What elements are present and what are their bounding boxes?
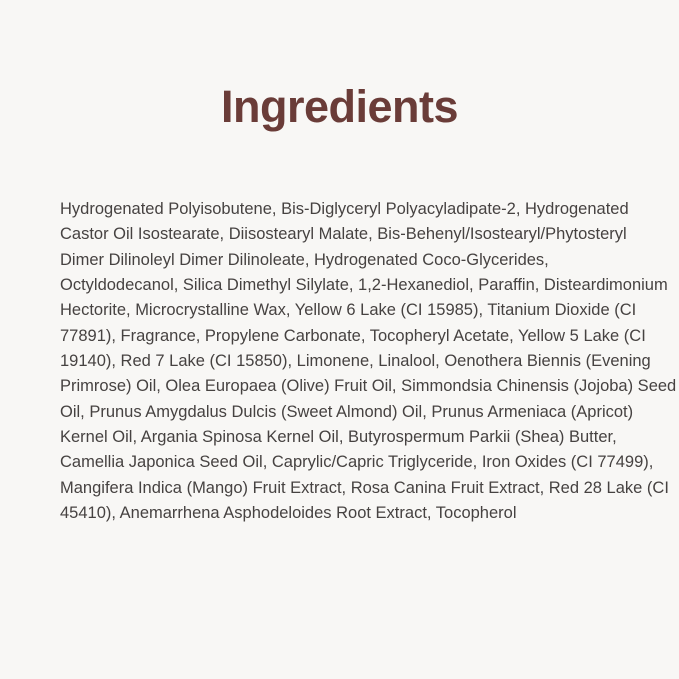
- ingredients-text: [60, 197, 677, 526]
- ingredients-text-line: 45410), Anemarrhena Asphodeloides Root Extract, Tocopherol: [60, 504, 517, 523]
- ingredients-text-line: Octyldodecanol, Silica Dimethyl Silylate, 1,2-Hexanediol, Paraffin, Disteardimonium: [60, 276, 668, 295]
- ingredients-text-line: Dimer Dilinoleyl Dimer Dilinoleate, Hydrogenated Coco-Glycerides,: [60, 250, 549, 269]
- ingredients-text-line: Camellia Japonica Seed Oil, Caprylic/Capric Triglyceride, Iron Oxides (CI 77499),: [60, 453, 654, 472]
- ingredients-text-line: Kernel Oil, Argania Spinosa Kernel Oil, Butyrospermum Parkii (Shea) Butter,: [60, 428, 617, 447]
- ingredients-text-line: 77891), Fragrance, Propylene Carbonate, Tocopheryl Acetate, Yellow 5 Lake (CI: [60, 326, 646, 345]
- ingredients-text-line: Castor Oil Isostearate, Diisostearyl Malate, Bis-Behenyl/Isostearyl/Phytosteryl: [60, 225, 627, 244]
- ingredients-text-line: Hectorite, Microcrystalline Wax, Yellow 6 Lake (CI 15985), Titanium Dioxide (CI: [60, 301, 637, 320]
- ingredients-title: Ingredients: [220, 81, 459, 132]
- ingredients-text-line: 19140), Red 7 Lake (CI 15850), Limonene, Linalool, Oenothera Biennis (Evening: [60, 352, 651, 371]
- ingredients-text-line: Primrose) Oil, Olea Europaea (Olive) Fruit Oil, Simmondsia Chinensis (Jojoba) Seed: [60, 377, 677, 396]
- ingredients-text-line: Hydrogenated Polyisobutene, Bis-Diglyceryl Polyacyladipate-2, Hydrogenated: [60, 200, 629, 218]
- ingredients-text-line: Oil, Prunus Amygdalus Dulcis (Sweet Almond) Oil, Prunus Armeniaca (Apricot): [60, 402, 634, 421]
- ingredients-text-line: Mangifera Indica (Mango) Fruit Extract, Rosa Canina Fruit Extract, Red 28 Lake (CI: [60, 478, 669, 497]
